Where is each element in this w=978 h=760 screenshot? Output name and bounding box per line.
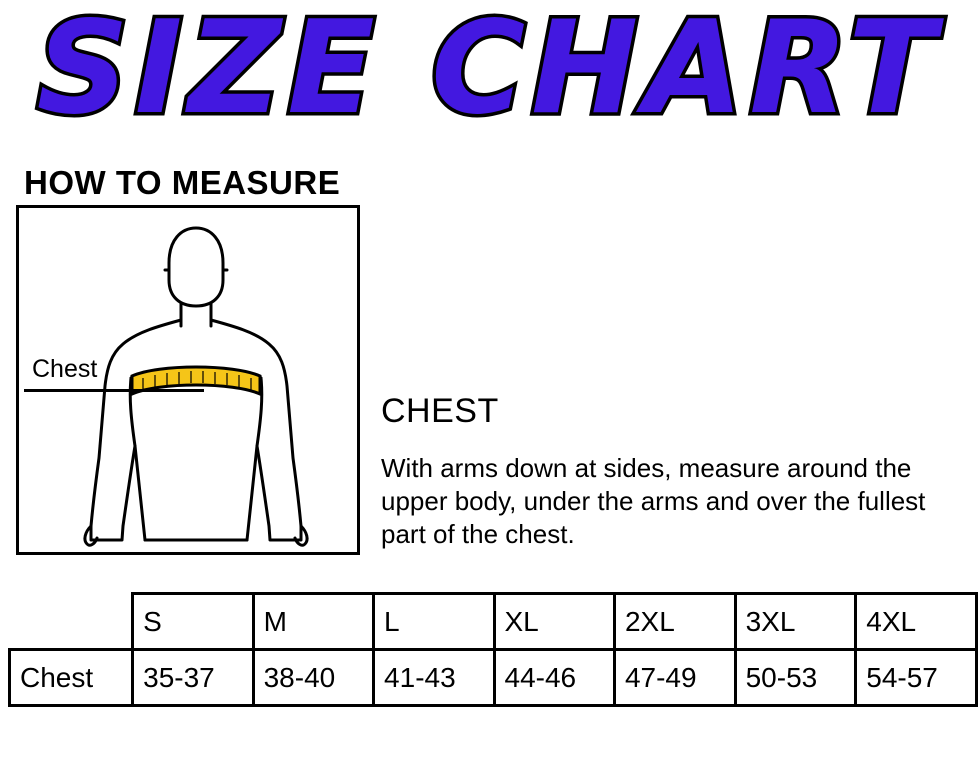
- cell-chest-4xl: 54-57: [856, 650, 977, 706]
- row-header-chest: Chest: [10, 650, 133, 706]
- cell-chest-m: 38-40: [253, 650, 373, 706]
- page-title: SIZE CHART: [36, 0, 942, 143]
- column-header-3xl: 3XL: [735, 594, 856, 650]
- chest-leader-line: [24, 389, 204, 392]
- cell-chest-s: 35-37: [133, 650, 253, 706]
- column-header-s: S: [133, 594, 253, 650]
- column-header-l: L: [374, 594, 494, 650]
- table-header-row: [10, 594, 977, 650]
- table-corner-cell: [10, 594, 133, 650]
- size-chart-table: [8, 592, 978, 707]
- cell-chest-l: 41-43: [374, 650, 494, 706]
- cell-chest-2xl: 47-49: [614, 650, 735, 706]
- column-header-2xl: 2XL: [614, 594, 735, 650]
- column-header-xl: XL: [494, 594, 614, 650]
- description-heading: CHEST: [381, 392, 499, 430]
- cell-chest-xl: 44-46: [494, 650, 614, 706]
- column-header-4xl: 4XL: [856, 594, 977, 650]
- chest-measure-label: Chest: [32, 355, 98, 383]
- table-row: [10, 650, 977, 706]
- how-to-measure-heading: HOW TO MEASURE: [24, 164, 341, 201]
- cell-chest-3xl: 50-53: [735, 650, 856, 706]
- column-header-m: M: [253, 594, 373, 650]
- description-body: With arms down at sides, measure around the upper body, under the arms and over the fullest part of the chest.: [381, 453, 926, 549]
